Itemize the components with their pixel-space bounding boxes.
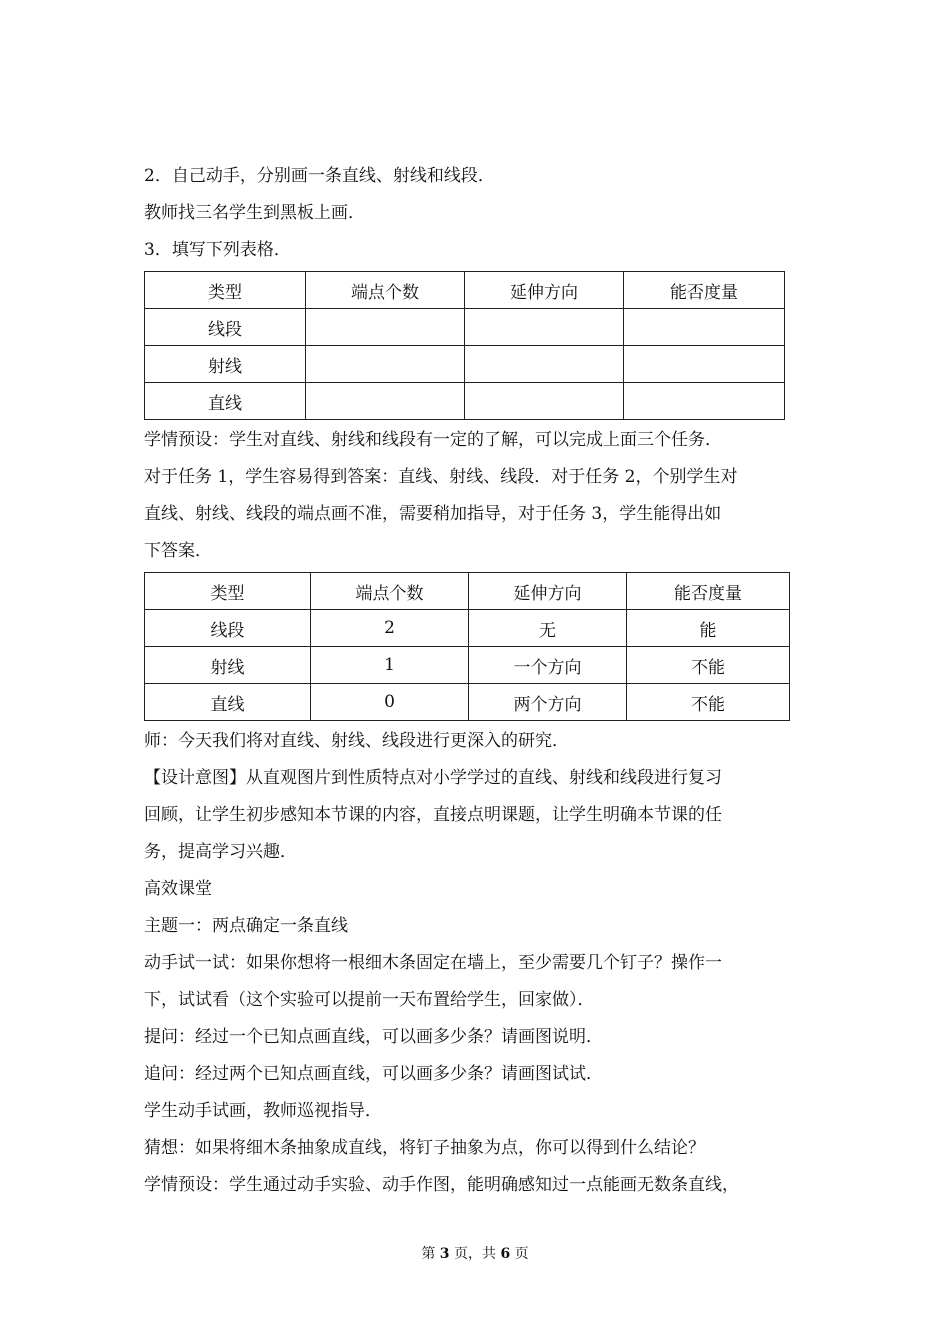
table-cell: 能 [627,610,790,647]
footer-middle: 页，共 [449,1246,501,1262]
page-footer [0,1243,950,1263]
table-cell [465,309,624,346]
paragraph: 下，试试看（这个实验可以提前一天布置给学生，回家做）． [144,990,595,1010]
paragraph: 学生动手试画，教师巡视指导． [144,1101,382,1121]
table-row [145,309,785,346]
table-cell: 线段 [145,610,311,647]
table-cell: 类型 [145,573,311,610]
table-cell [306,309,465,346]
total-pages: 6 [500,1246,511,1262]
table-header-row [145,272,785,309]
table-cell: 无 [469,610,627,647]
table-cell: 直线 [145,684,311,721]
paragraph: 教师找三名学生到黑板上画． [144,203,365,223]
table-cell: 不能 [627,647,790,684]
paragraph: 3．填写下列表格． [144,240,291,260]
paragraph: 学情预设：学生通过动手实验、动手作图，能明确感知过一点能画无数条直线， [144,1175,739,1195]
table-cell: 直线 [145,383,306,420]
footer-suffix: 页 [510,1246,529,1262]
paragraph: 追问：经过两个已知点画直线，可以画多少条？请画图试试． [144,1064,603,1084]
table-row [145,647,790,684]
table-header-row [145,573,790,610]
table-cell: 射线 [145,647,311,684]
table-cell: 射线 [145,346,306,383]
paragraph: 师：今天我们将对直线、射线、线段进行更深入的研究． [144,731,569,751]
table-row [145,684,790,721]
blank-table [144,271,785,420]
paragraph: 回顾，让学生初步感知本节课的内容，直接点明课题，让学生明确本节课的任 [144,805,722,825]
paragraph: 动手试一试：如果你想将一根细木条固定在墙上，至少需要几个钉子？操作一 [144,953,722,973]
paragraph: 提问：经过一个已知点画直线，可以画多少条？请画图说明． [144,1027,603,1047]
table-cell [465,346,624,383]
table-cell: 2 [311,610,469,647]
table-cell: 1 [311,647,469,684]
table-cell [624,383,785,420]
footer-prefix: 第 [421,1246,440,1262]
table-cell: 端点个数 [311,573,469,610]
answer-table [144,572,790,721]
table-cell [624,309,785,346]
table-row [145,383,785,420]
section-heading: 高效课堂 [144,879,212,899]
table-cell: 一个方向 [469,647,627,684]
table-cell [624,346,785,383]
page-number: 3 [439,1246,450,1262]
table-cell [465,383,624,420]
topic-heading: 主题一：两点确定一条直线 [144,916,348,936]
table-cell [306,383,465,420]
table-cell: 延伸方向 [469,573,627,610]
paragraph: 【设计意图】从直观图片到性质特点对小学学过的直线、射线和线段进行复习 [144,768,722,788]
paragraph: 务，提高学习兴趣． [144,842,297,862]
table-cell [306,346,465,383]
table-cell: 不能 [627,684,790,721]
paragraph: 猜想：如果将细木条抽象成直线，将钉子抽象为点，你可以得到什么结论？ [144,1138,705,1158]
table-cell: 延伸方向 [465,272,624,309]
table-cell: 两个方向 [469,684,627,721]
table-cell: 0 [311,684,469,721]
table-cell: 能否度量 [627,573,790,610]
document-body [144,158,812,1204]
table-cell: 能否度量 [624,272,785,309]
paragraph: 直线、射线、线段的端点画不准，需要稍加指导，对于任务 3，学生能得出如 [144,504,722,524]
paragraph: 对于任务 1，学生容易得到答案：直线、射线、线段．对于任务 2，个别学生对 [144,467,738,487]
table-cell: 线段 [145,309,306,346]
paragraph: 2．自己动手，分别画一条直线、射线和线段． [144,166,495,186]
table-row [145,610,790,647]
table-cell: 端点个数 [306,272,465,309]
paragraph: 学情预设：学生对直线、射线和线段有一定的了解，可以完成上面三个任务． [144,430,722,450]
table-row [145,346,785,383]
paragraph: 下答案． [144,541,212,561]
table-cell: 类型 [145,272,306,309]
